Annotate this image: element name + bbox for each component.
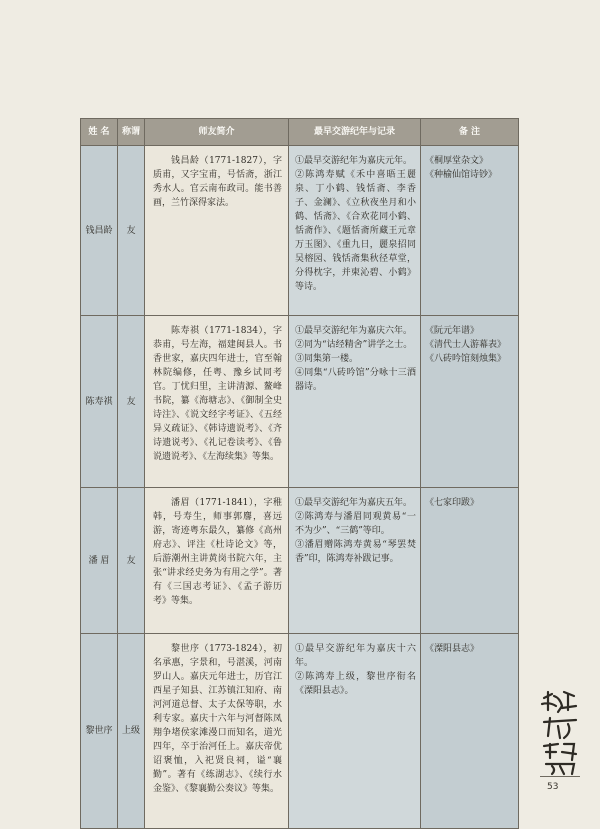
page-number: 53 xyxy=(547,782,559,792)
table-row xyxy=(81,316,519,488)
cell-relation: 友 xyxy=(118,146,145,316)
header-notes: 备 注 xyxy=(421,119,519,146)
cell-records xyxy=(289,634,421,829)
record-item: ③潘眉赠陈鸿寿黄易“琴罢焚香”印，陈鸿寿补跋记事。 xyxy=(295,540,416,564)
record-item: ①最早交游纪年为嘉庆六年。 xyxy=(295,326,413,336)
cell-intro: 钱昌龄（1771-1827），字质甫，又字宝甫，号恬斋，浙江秀水人。官云南布政司。能书善画，兰竹深得家法。 xyxy=(145,146,289,316)
table-row xyxy=(81,146,519,316)
header-intro: 师友简介 xyxy=(145,119,289,146)
cell-notes xyxy=(421,316,519,488)
table-row xyxy=(81,634,519,829)
cell-records xyxy=(289,316,421,488)
cell-records xyxy=(289,146,421,316)
record-item: ②陈鸿寿赋《禾中喜晤王麗泉、丁小鹤、钱恬斋、李香子、金澜》、《立秋夜坐月和小鹤、恬斋》、《合欢花同小鹤、恬斋作》、《题恬斋所藏王元章万玉图》、《重九日，麗泉招同吴榕园、钱恬斋集秋径草堂，分得枕字，并柬沁碧、小鹤》等诗。 xyxy=(295,170,416,292)
cell-name: 潘 眉 xyxy=(81,488,118,634)
cell-relation: 上级 xyxy=(118,634,145,829)
note-item: 《溧阳县志》 xyxy=(425,644,480,654)
cell-name: 黎世序 xyxy=(81,634,118,829)
note-item: 《清代士人游幕表》 xyxy=(425,340,507,350)
cell-relation: 友 xyxy=(118,316,145,488)
note-item: 《七家印跋》 xyxy=(425,498,480,508)
record-item: ④同集“八砖吟馆”分咏十三酒器诗。 xyxy=(295,368,416,392)
record-item: ①最早交游纪年为嘉庆十六年。 xyxy=(295,644,416,668)
cell-intro: 陈寿祺（1771-1834），字恭甫，号左海，福建闽县人。书香世家，嘉庆四年进士，官至翰林院编修，任粤、豫乡试同考官。丁忧归里，主讲清源、鳌峰书院，纂《海塘志》、《御制全史诗注》、《说文经字考证》、《五经异义疏证》、《韩诗遗说考》、《齐诗遗说考》、《礼记卷读考》、《鲁说遗说考》、《左海续集》等集。 xyxy=(145,316,289,488)
note-item: 《八砖吟馆刻烛集》 xyxy=(425,354,507,364)
table-row xyxy=(81,488,519,634)
header-records: 最早交游纪年与记录 xyxy=(289,119,421,146)
cell-relation: 友 xyxy=(118,488,145,634)
cell-name: 陈寿祺 xyxy=(81,316,118,488)
header-name: 姓 名 xyxy=(81,119,118,146)
note-item: 《种榆仙馆诗钞》 xyxy=(425,170,498,180)
calligraphy-seal-icon xyxy=(538,688,580,776)
record-item: ①最早交游纪年为嘉庆五年。 xyxy=(295,498,413,508)
table-header-row xyxy=(81,119,519,146)
cell-notes xyxy=(421,634,519,829)
note-item: 《桐厚堂杂文》 xyxy=(425,156,489,166)
cell-notes xyxy=(421,146,519,316)
scholars-table xyxy=(80,118,519,829)
cell-records xyxy=(289,488,421,634)
record-item: ③同集第一楼。 xyxy=(295,354,359,364)
header-relation: 称谓 xyxy=(118,119,145,146)
page-number-rule xyxy=(540,776,580,777)
record-item: ②陈鸿寿与潘眉同观黄易“一不为少”、“三鹤”等印。 xyxy=(295,512,416,536)
note-item: 《阮元年谱》 xyxy=(425,326,480,336)
cell-notes xyxy=(421,488,519,634)
cell-name: 钱昌龄 xyxy=(81,146,118,316)
record-item: ②陈鸿寿上级，黎世序衔名《溧阳县志》。 xyxy=(295,672,416,696)
record-item: ②同为“诂经精舍”讲学之士。 xyxy=(295,340,413,350)
cell-intro: 黎世序（1773-1824），初名承惠，字景和，号湛溪，河南罗山人。嘉庆元年进士，历官江西星子知县、江苏镇江知府、南河河道总督、太子太保等职，水利专家。嘉庆十六年与河督陈凤翔争堵侯家滩漫口而知名，道光四年，卒于治河任上。嘉庆帝优诏褒恤，入祀贤良祠，谥“襄勤”。著有《练湖志》、《续行水金鉴》、《黎襄勤公奏议》等集。 xyxy=(145,634,289,829)
cell-intro: 潘眉（1771-1841），字稚韩，号寿生，师事郭麐，喜远游，寄迹粤东最久，纂修《高州府志》、评注《杜诗论文》等，后游潮州主讲黄岗书院六年，主张“讲求经史务为有用之学”。著有《三国志考证》、《孟子游历考》等集。 xyxy=(145,488,289,634)
record-item: ①最早交游纪年为嘉庆元年。 xyxy=(295,156,413,166)
